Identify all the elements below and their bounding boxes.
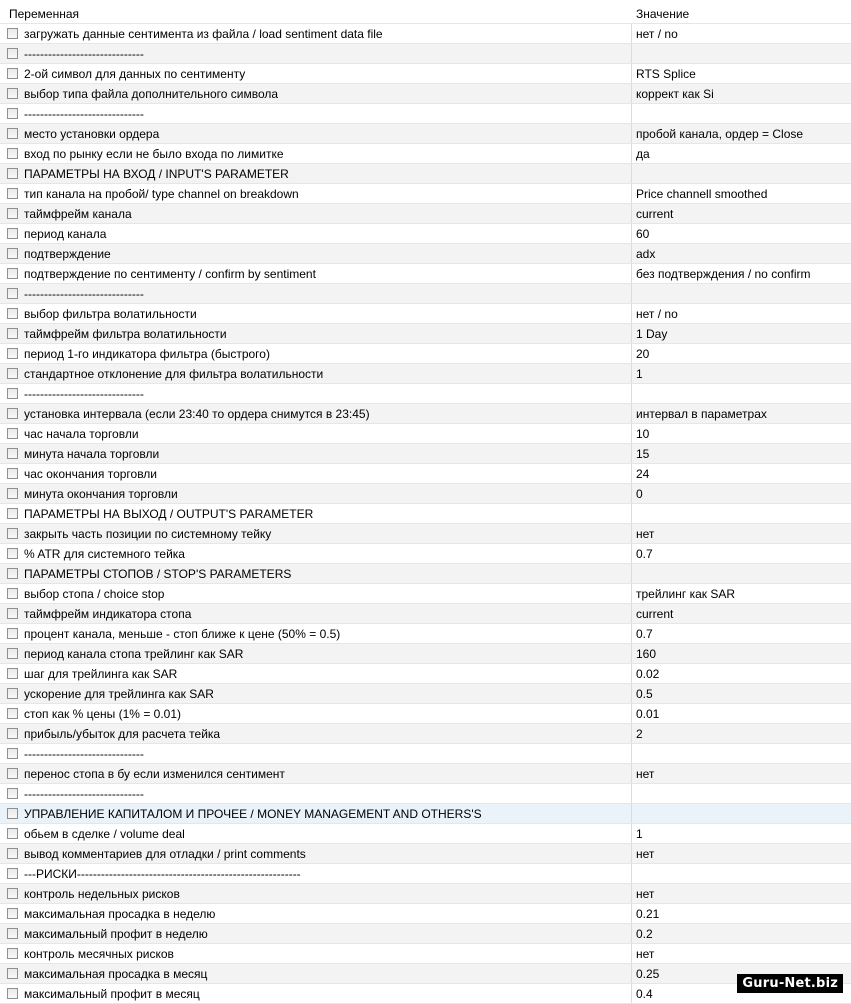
variable-cell <box>0 24 632 43</box>
value-cell[interactable]: 0 <box>636 486 643 501</box>
row-checkbox[interactable] <box>7 868 18 879</box>
table-row[interactable] <box>0 244 851 264</box>
table-row[interactable] <box>0 624 851 644</box>
variable-name: контроль месячных рисков <box>24 946 174 961</box>
variable-cell <box>0 644 632 663</box>
table-row[interactable] <box>0 204 851 224</box>
table-row[interactable] <box>0 564 851 584</box>
table-row[interactable] <box>0 684 851 704</box>
row-checkbox[interactable] <box>7 368 18 379</box>
value-cell[interactable]: 0.4 <box>636 986 653 1001</box>
variable-name: вывод комментариев для отладки / print comments <box>24 846 306 861</box>
variable-name: максимальный профит в неделю <box>24 926 208 941</box>
table-row[interactable] <box>0 224 851 244</box>
variable-cell <box>0 884 632 903</box>
row-checkbox[interactable] <box>7 448 18 459</box>
table-row[interactable] <box>0 704 851 724</box>
variable-name: выбор фильтра волатильности <box>24 306 197 321</box>
value-cell[interactable]: 0.7 <box>636 626 653 641</box>
value-cell[interactable]: 0.01 <box>636 706 660 721</box>
variable-cell <box>0 404 632 423</box>
variable-name: закрыть часть позиции по системному тейку <box>24 526 272 541</box>
value-cell[interactable]: 10 <box>636 426 650 441</box>
variable-cell <box>0 364 632 383</box>
value-cell[interactable]: 0.2 <box>636 926 653 941</box>
variable-name: шаг для трейлинга как SAR <box>24 666 178 681</box>
row-checkbox[interactable] <box>7 28 18 39</box>
table-row[interactable] <box>0 104 851 124</box>
variable-cell <box>0 104 632 123</box>
value-cell[interactable]: 0.25 <box>636 966 660 981</box>
table-row[interactable] <box>0 84 851 104</box>
table-row[interactable] <box>0 344 851 364</box>
table-row[interactable] <box>0 504 851 524</box>
row-checkbox[interactable] <box>7 528 18 539</box>
value-cell[interactable]: 2 <box>636 726 643 741</box>
variable-name: ------------------------------ <box>24 746 144 761</box>
value-cell[interactable] <box>632 384 851 403</box>
variable-cell <box>0 944 632 963</box>
table-row[interactable] <box>0 404 851 424</box>
variable-name: УПРАВЛЕНИЕ КАПИТАЛОМ И ПРОЧЕЕ / MONEY MANAGEMENT AND OTHERS'S <box>24 806 482 821</box>
variable-name: ------------------------------ <box>24 106 144 121</box>
row-checkbox[interactable] <box>7 888 18 899</box>
row-checkbox[interactable] <box>7 808 18 819</box>
table-body <box>0 24 851 1004</box>
variable-cell <box>0 244 632 263</box>
row-checkbox[interactable] <box>7 828 18 839</box>
row-checkbox[interactable] <box>7 308 18 319</box>
value-cell[interactable]: 0.02 <box>636 666 660 681</box>
variable-cell <box>0 544 632 563</box>
row-checkbox[interactable] <box>7 788 18 799</box>
value-cell[interactable] <box>632 104 851 123</box>
variable-cell <box>0 464 632 483</box>
row-checkbox[interactable] <box>7 88 18 99</box>
variable-cell <box>0 664 632 683</box>
value-cell[interactable]: 0.21 <box>636 906 660 921</box>
value-cell[interactable]: нет <box>636 766 655 781</box>
value-cell[interactable] <box>632 44 851 63</box>
variable-name: стандартное отклонение для фильтра волатильности <box>24 366 324 381</box>
variable-name: ПАРАМЕТРЫ НА ВХОД / INPUT'S PARAMETER <box>24 166 289 181</box>
value-cell[interactable] <box>632 164 851 183</box>
variable-name: таймфрейм канала <box>24 206 132 221</box>
variable-name: таймфрейм фильтра волатильности <box>24 326 227 341</box>
table-row[interactable] <box>0 724 851 744</box>
value-cell[interactable]: 1 Day <box>636 326 668 341</box>
variable-cell <box>0 964 632 983</box>
row-checkbox[interactable] <box>7 468 18 479</box>
value-cell[interactable]: 0.5 <box>636 686 653 701</box>
row-checkbox[interactable] <box>7 188 18 199</box>
variable-cell <box>0 264 632 283</box>
variable-name: час окончания торговли <box>24 466 158 481</box>
variable-name: таймфрейм индикатора стопа <box>24 606 192 621</box>
table-row[interactable] <box>0 604 851 624</box>
variable-name: подтверждение <box>24 246 111 261</box>
value-cell[interactable]: 60 <box>636 226 650 241</box>
table-row[interactable] <box>0 664 851 684</box>
value-cell[interactable]: нет <box>636 946 655 961</box>
variable-cell <box>0 144 632 163</box>
variable-cell <box>0 164 632 183</box>
variable-name: загружать данные сентимента из файла / load sentiment data file <box>24 26 383 41</box>
row-checkbox[interactable] <box>7 988 18 999</box>
row-checkbox[interactable] <box>7 268 18 279</box>
variable-name: выбор стопа / choice stop <box>24 586 165 601</box>
value-cell[interactable]: Price channell smoothed <box>636 186 768 201</box>
value-cell[interactable]: 0.7 <box>636 546 653 561</box>
variable-name: максимальная просадка в месяц <box>24 966 208 981</box>
variable-cell <box>0 844 632 863</box>
table-row[interactable] <box>0 324 851 344</box>
table-header <box>0 0 851 24</box>
row-checkbox[interactable] <box>7 908 18 919</box>
table-row[interactable] <box>0 744 851 764</box>
value-cell[interactable]: коррект как Si <box>636 86 714 101</box>
row-checkbox[interactable] <box>7 668 18 679</box>
row-checkbox[interactable] <box>7 608 18 619</box>
variable-name: вход по рынку если не было входа по лимитке <box>24 146 284 161</box>
value-cell[interactable]: current <box>636 206 674 221</box>
value-cell[interactable]: трейлинг как SAR <box>636 586 736 601</box>
variable-cell <box>0 44 632 63</box>
variable-name: ускорение для трейлинга как SAR <box>24 686 214 701</box>
table-row[interactable] <box>0 164 851 184</box>
table-row[interactable] <box>0 824 851 844</box>
table-row[interactable] <box>0 584 851 604</box>
table-row[interactable] <box>0 924 851 944</box>
variable-cell <box>0 564 632 583</box>
variable-cell <box>0 864 632 883</box>
variable-name: контроль недельных рисков <box>24 886 180 901</box>
row-checkbox[interactable] <box>7 948 18 959</box>
row-checkbox[interactable] <box>7 688 18 699</box>
row-checkbox[interactable] <box>7 148 18 159</box>
table-row[interactable] <box>0 124 851 144</box>
table-row[interactable] <box>0 44 851 64</box>
variable-cell <box>0 304 632 323</box>
variable-name: ------------------------------ <box>24 286 144 301</box>
value-cell[interactable] <box>632 784 851 803</box>
variable-cell <box>0 184 632 203</box>
row-checkbox[interactable] <box>7 628 18 639</box>
variable-name: ---РИСКИ-------------------------------------------------------- <box>24 866 301 881</box>
table-row[interactable] <box>0 184 851 204</box>
column-header-value[interactable]: Значение <box>636 6 690 21</box>
variable-name: установка интервала (если 23:40 то ордера снимутся в 23:45) <box>24 406 370 421</box>
table-row[interactable] <box>0 464 851 484</box>
variable-cell <box>0 824 632 843</box>
variable-name: перенос стопа в бу если изменился сентимент <box>24 766 285 781</box>
variable-cell <box>0 384 632 403</box>
row-checkbox[interactable] <box>7 228 18 239</box>
row-checkbox[interactable] <box>7 108 18 119</box>
variable-cell <box>0 584 632 603</box>
variable-name: процент канала, меньше - стоп ближе к цене (50% = 0.5) <box>24 626 341 641</box>
variable-cell <box>0 704 632 723</box>
table-row[interactable] <box>0 784 851 804</box>
value-cell[interactable]: нет <box>636 526 655 541</box>
variable-cell <box>0 744 632 763</box>
row-checkbox[interactable] <box>7 768 18 779</box>
value-cell[interactable]: без подтверждения / no confirm <box>636 266 811 281</box>
value-cell[interactable]: current <box>636 606 674 621</box>
value-cell[interactable]: интервал в параметрах <box>636 406 767 421</box>
row-checkbox[interactable] <box>7 248 18 259</box>
variable-cell <box>0 924 632 943</box>
table-row[interactable] <box>0 444 851 464</box>
variable-cell <box>0 784 632 803</box>
table-row[interactable] <box>0 844 851 864</box>
column-header-variable[interactable]: Переменная <box>9 6 79 21</box>
table-row[interactable] <box>0 904 851 924</box>
table-row[interactable] <box>0 984 851 1004</box>
table-row[interactable] <box>0 64 851 84</box>
table-row[interactable] <box>0 144 851 164</box>
row-checkbox[interactable] <box>7 848 18 859</box>
row-checkbox[interactable] <box>7 428 18 439</box>
variable-name: выбор типа файла дополнительного символа <box>24 86 279 101</box>
row-checkbox[interactable] <box>7 748 18 759</box>
value-cell[interactable] <box>632 804 851 823</box>
row-checkbox[interactable] <box>7 48 18 59</box>
variable-name: тип канала на пробой/ type channel on breakdown <box>24 186 299 201</box>
table-row[interactable] <box>0 644 851 664</box>
variable-name: ПАРАМЕТРЫ НА ВЫХОД / OUTPUT'S PARAMETER <box>24 506 314 521</box>
variable-name: минута начала торговли <box>24 446 160 461</box>
variable-cell <box>0 724 632 743</box>
variable-name: прибыль/убыток для расчета тейка <box>24 726 221 741</box>
value-cell[interactable]: 20 <box>636 346 650 361</box>
table-row[interactable] <box>0 524 851 544</box>
row-checkbox[interactable] <box>7 388 18 399</box>
table-row[interactable] <box>0 544 851 564</box>
value-cell[interactable]: 160 <box>636 646 657 661</box>
variable-name: ------------------------------ <box>24 786 144 801</box>
table-row[interactable] <box>0 864 851 884</box>
variable-name: час начала торговли <box>24 426 139 441</box>
table-row[interactable] <box>0 804 851 824</box>
variable-cell <box>0 764 632 783</box>
value-cell[interactable]: нет / no <box>636 306 678 321</box>
variable-cell <box>0 804 632 823</box>
variable-cell <box>0 344 632 363</box>
variable-cell <box>0 124 632 143</box>
row-checkbox[interactable] <box>7 548 18 559</box>
variable-name: подтверждение по сентименту / confirm by sentiment <box>24 266 316 281</box>
value-cell[interactable]: да <box>636 146 650 161</box>
variable-name: стоп как % цены (1% = 0.01) <box>24 706 182 721</box>
variable-cell <box>0 504 632 523</box>
table-row[interactable] <box>0 424 851 444</box>
variable-name: место установки ордера <box>24 126 160 141</box>
row-checkbox[interactable] <box>7 68 18 79</box>
table-row[interactable] <box>0 884 851 904</box>
value-cell[interactable] <box>632 744 851 763</box>
value-cell[interactable] <box>632 564 851 583</box>
variable-name: ------------------------------ <box>24 386 144 401</box>
table-row[interactable] <box>0 944 851 964</box>
watermark-logo: Guru-Net.biz <box>737 974 843 993</box>
row-checkbox[interactable] <box>7 488 18 499</box>
row-checkbox[interactable] <box>7 288 18 299</box>
value-cell[interactable]: adx <box>636 246 656 261</box>
variable-cell <box>0 224 632 243</box>
variable-cell <box>0 984 632 1003</box>
variable-cell <box>0 84 632 103</box>
value-cell[interactable]: нет <box>636 846 655 861</box>
table-row[interactable] <box>0 304 851 324</box>
value-cell[interactable]: 15 <box>636 446 650 461</box>
variable-name: 2-ой символ для данных по сентименту <box>24 66 246 81</box>
row-checkbox[interactable] <box>7 168 18 179</box>
variable-cell <box>0 524 632 543</box>
value-cell[interactable]: RTS Splice <box>636 66 696 81</box>
variable-name: обьем в сделке / volume deal <box>24 826 185 841</box>
table-row[interactable] <box>0 764 851 784</box>
row-checkbox[interactable] <box>7 708 18 719</box>
variable-cell <box>0 444 632 463</box>
value-cell[interactable] <box>632 504 851 523</box>
variable-name: период канала стопа трейлинг как SAR <box>24 646 244 661</box>
value-cell[interactable]: 1 <box>636 366 643 381</box>
row-checkbox[interactable] <box>7 968 18 979</box>
variable-cell <box>0 64 632 83</box>
row-checkbox[interactable] <box>7 208 18 219</box>
variable-name: максимальная просадка в неделю <box>24 906 216 921</box>
value-cell[interactable]: 1 <box>636 826 643 841</box>
row-checkbox[interactable] <box>7 648 18 659</box>
value-cell[interactable] <box>632 864 851 883</box>
variable-cell <box>0 604 632 623</box>
row-checkbox[interactable] <box>7 128 18 139</box>
variable-cell <box>0 684 632 703</box>
variable-name: максимальный профит в месяц <box>24 986 200 1001</box>
variable-cell <box>0 484 632 503</box>
variable-cell <box>0 284 632 303</box>
table-row[interactable] <box>0 24 851 44</box>
row-checkbox[interactable] <box>7 928 18 939</box>
variable-cell <box>0 624 632 643</box>
row-checkbox[interactable] <box>7 328 18 339</box>
value-cell[interactable]: нет <box>636 886 655 901</box>
variable-cell <box>0 324 632 343</box>
row-checkbox[interactable] <box>7 408 18 419</box>
variable-name: период канала <box>24 226 107 241</box>
table-row[interactable] <box>0 484 851 504</box>
table-row[interactable] <box>0 964 851 984</box>
variable-name: ------------------------------ <box>24 46 144 61</box>
value-cell[interactable]: 24 <box>636 466 650 481</box>
variable-name: период 1-го индикатора фильтра (быстрого) <box>24 346 270 361</box>
value-cell[interactable] <box>632 284 851 303</box>
variable-name: % ATR для системного тейка <box>24 546 185 561</box>
row-checkbox[interactable] <box>7 348 18 359</box>
table-row[interactable] <box>0 364 851 384</box>
variable-name: ПАРАМЕТРЫ СТОПОВ / STOP'S PARAMETERS <box>24 566 292 581</box>
table-row[interactable] <box>0 264 851 284</box>
variable-cell <box>0 904 632 923</box>
value-cell[interactable]: пробой канала, ордер = Close <box>636 126 804 141</box>
row-checkbox[interactable] <box>7 588 18 599</box>
table-row[interactable] <box>0 384 851 404</box>
row-checkbox[interactable] <box>7 568 18 579</box>
variable-cell <box>0 424 632 443</box>
variable-cell <box>0 204 632 223</box>
table-row[interactable] <box>0 284 851 304</box>
row-checkbox[interactable] <box>7 728 18 739</box>
variable-name: минута окончания торговли <box>24 486 178 501</box>
row-checkbox[interactable] <box>7 508 18 519</box>
value-cell[interactable]: нет / no <box>636 26 678 41</box>
